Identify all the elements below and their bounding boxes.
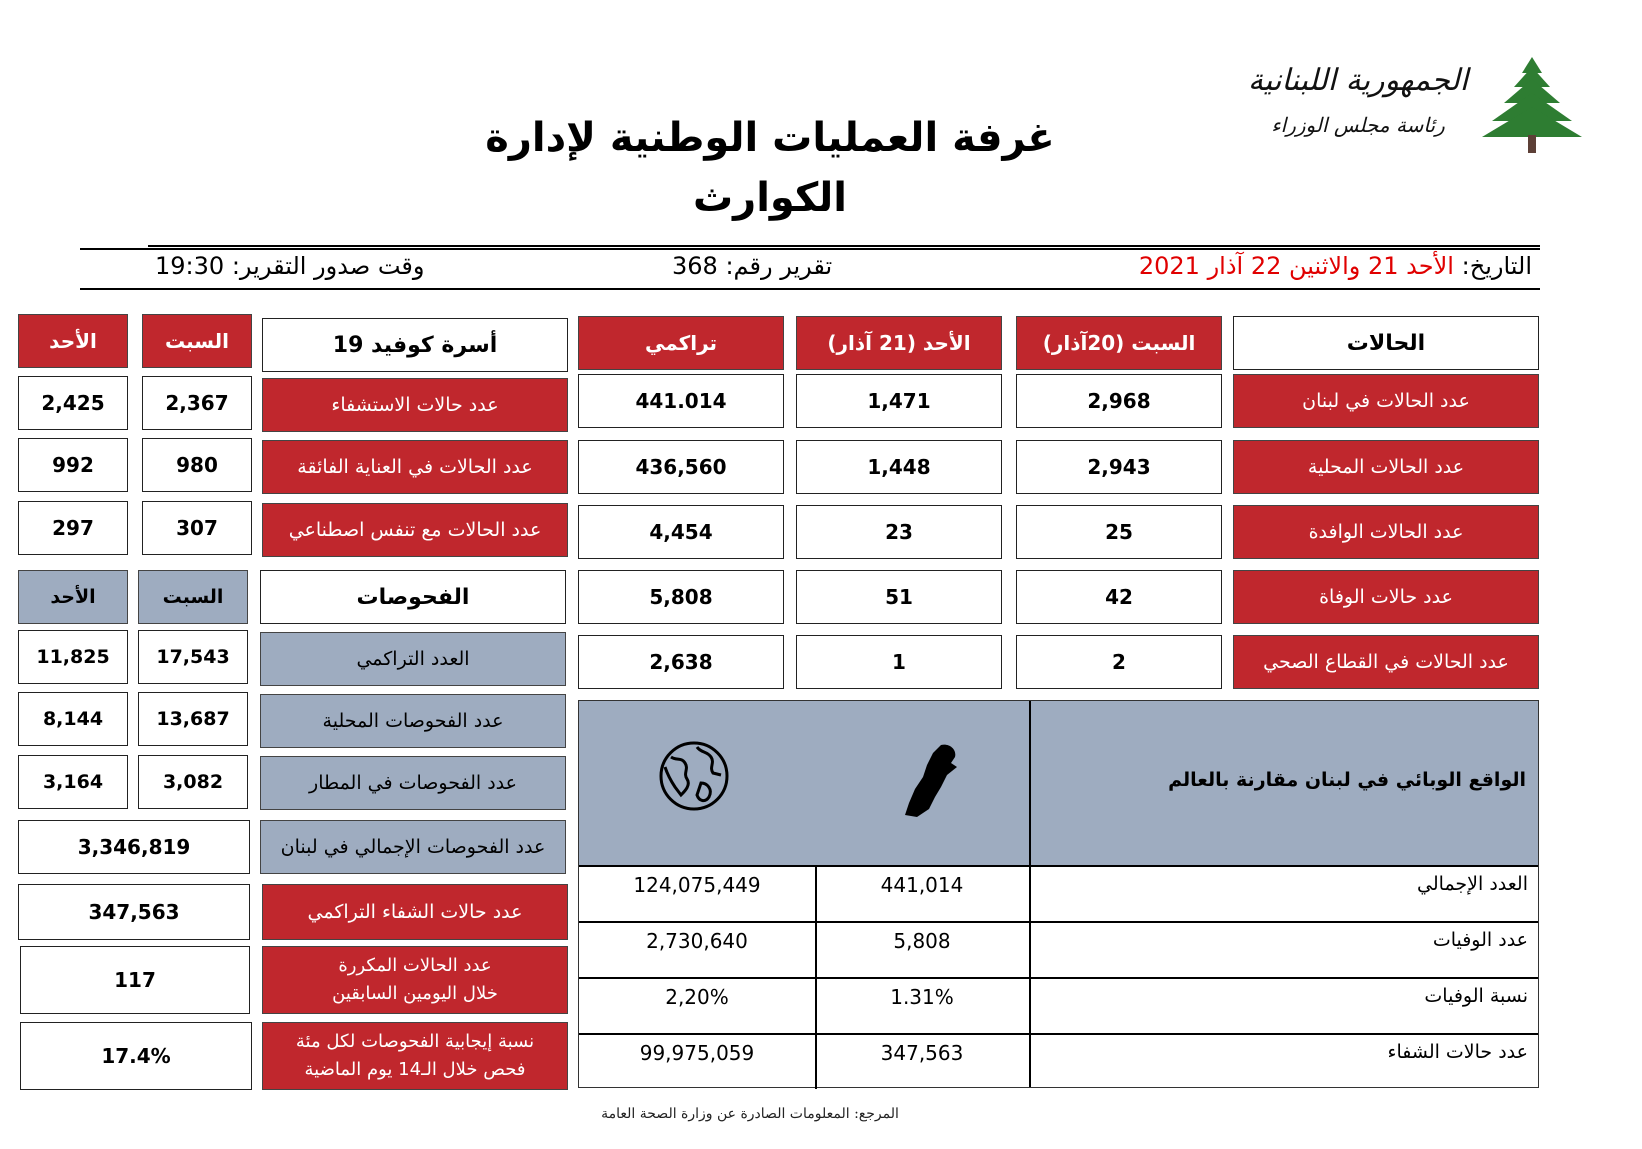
comparison-row-lebanon: 441,014 [880, 873, 964, 897]
comparison-hline [579, 865, 1538, 867]
footer-source: المرجع: المعلومات الصادرة عن وزارة الصحة العامة [601, 1106, 899, 1122]
cases-row-sun: 23 [796, 505, 1002, 559]
page-title-line-2: الكوارث [692, 175, 847, 221]
covid-col-sun: الأحد [18, 314, 128, 368]
covid-row-label: عدد الحالات في العناية الفائقة [262, 440, 568, 494]
cases-row-label: عدد الحالات المحلية [1233, 440, 1539, 494]
tests-row-sat: 17,543 [138, 630, 248, 684]
tests-row-sun: 3,164 [18, 755, 128, 809]
comparison-row-world: 2,20% [665, 985, 729, 1009]
report-time [155, 252, 424, 280]
cedar-tree-icon [1480, 55, 1585, 155]
cases-row-label: عدد الحالات الوافدة [1233, 505, 1539, 559]
cases-row-cum: 4,454 [578, 505, 784, 559]
comparison-row-label: العدد الإجمالي [1417, 873, 1528, 895]
report-time-value: 19:30 [155, 252, 225, 280]
comparison-row-label: عدد حالات الشفاء [1387, 1041, 1528, 1063]
tests-col-sun: الأحد [18, 570, 128, 624]
tests-total-label: عدد الفحوصات الإجمالي في لبنان [260, 820, 566, 874]
comparison-row-world: 2,730,640 [646, 929, 748, 953]
logo [1245, 55, 1585, 155]
cases-row-sun: 1,448 [796, 440, 1002, 494]
cases-row-sun: 1 [796, 635, 1002, 689]
tests-col-sat: السبت [138, 570, 248, 624]
date-label: التاريخ: [1461, 252, 1532, 280]
comparison-row-lebanon: 1.31% [890, 985, 954, 1009]
covid-row-sun: 2,425 [18, 376, 128, 430]
divider-top [80, 248, 1540, 250]
logo-line-1: الجمهورية اللبنانية [1247, 63, 1469, 98]
tests-row-label: عدد الفحوصات المحلية [260, 694, 566, 748]
comparison-row-lebanon: 347,563 [880, 1041, 964, 1065]
logo-line-2: رئاسة مجلس الوزراء [1271, 113, 1445, 137]
cases-row-cum: 2,638 [578, 635, 784, 689]
tests-total-value: 3,346,819 [18, 820, 250, 874]
cases-row-label: عدد الحالات في لبنان [1233, 374, 1539, 428]
cases-col-sat: السبت (20آذار) [1016, 316, 1222, 370]
lebanon-map-icon [901, 741, 965, 821]
report-number-value: 368 [672, 252, 718, 280]
page-title [420, 108, 1120, 228]
covid-row-sat: 2,367 [142, 376, 252, 430]
positivity-label [262, 1022, 568, 1090]
report-number [672, 252, 832, 280]
tests-row-label: عدد الفحوصات في المطار [260, 756, 566, 810]
cases-header: الحالات [1233, 316, 1539, 370]
positivity-label-line-2: فحص خلال الـ14 يوم الماضية [304, 1059, 526, 1080]
cases-row-sat: 2 [1016, 635, 1222, 689]
comparison-hline [579, 1033, 1538, 1035]
comparison-row-world: 124,075,449 [633, 873, 761, 897]
report-number-label: تقرير رقم: [725, 252, 833, 280]
repeated-cases-label-line-1: عدد الحالات المكررة [338, 955, 492, 977]
covid-header: أسرة كوفيد 19 [262, 318, 568, 372]
date-value: الأحد 21 والاثنين 22 آذار 2021 [1138, 252, 1454, 280]
covid-row-label: عدد الحالات مع تنفس اصطناعي [262, 503, 568, 557]
repeated-cases-label-line-2: خلال اليومين السابقين [332, 983, 498, 1004]
report-time-label: وقت صدور التقرير: [231, 252, 425, 280]
covid-row-sun: 992 [18, 438, 128, 492]
tests-row-sat: 3,082 [138, 755, 248, 809]
repeated-cases-label [262, 946, 568, 1014]
comparison-row-world: 99,975,059 [639, 1041, 755, 1065]
covid-row-sat: 307 [142, 501, 252, 555]
comparison-table [578, 700, 1539, 1088]
cases-row-sat: 2,943 [1016, 440, 1222, 494]
cases-row-sat: 42 [1016, 570, 1222, 624]
covid-row-label: عدد حالات الاستشفاء [262, 378, 568, 432]
cases-col-cum: تراكمي [578, 316, 784, 370]
recovered-value: 347,563 [18, 884, 250, 940]
recovered-label: عدد حالات الشفاء التراكمي [262, 884, 568, 940]
covid-col-sat: السبت [142, 314, 252, 368]
tests-row-label: العدد التراكمي [260, 632, 566, 686]
globe-icon [657, 739, 731, 813]
comparison-hline [579, 977, 1538, 979]
positivity-label-line-1: نسبة إيجابية الفحوصات لكل مئة [295, 1031, 535, 1053]
cases-row-label: عدد الحالات في القطاع الصحي [1233, 635, 1539, 689]
comparison-hline [579, 921, 1538, 923]
comparison-row-label: نسبة الوفيات [1424, 985, 1528, 1007]
cases-row-label: عدد حالات الوفاة [1233, 570, 1539, 624]
cases-col-sun: الأحد (21 آذار) [796, 316, 1002, 370]
repeated-cases-value: 117 [20, 946, 250, 1014]
page-title-line-1: غرفة العمليات الوطنية لإدارة [485, 115, 1055, 161]
cases-row-sun: 51 [796, 570, 1002, 624]
cases-row-sat: 25 [1016, 505, 1222, 559]
covid-row-sun: 297 [18, 501, 128, 555]
cases-row-cum: 436,560 [578, 440, 784, 494]
tests-row-sun: 8,144 [18, 692, 128, 746]
report-date [1139, 252, 1532, 280]
comparison-header: الواقع الوبائي في لبنان مقارنة بالعالم [1168, 769, 1526, 791]
tests-header: الفحوصات [260, 570, 566, 624]
divider-bottom [80, 288, 1540, 290]
positivity-value: 17.4% [20, 1022, 252, 1090]
covid-row-sat: 980 [142, 438, 252, 492]
divider-top-short [148, 245, 1540, 247]
cases-row-cum: 441.014 [578, 374, 784, 428]
cases-row-sun: 1,471 [796, 374, 1002, 428]
comparison-row-lebanon: 5,808 [893, 929, 951, 953]
cases-row-sat: 2,968 [1016, 374, 1222, 428]
comparison-row-label: عدد الوفيات [1432, 929, 1528, 951]
tests-row-sat: 13,687 [138, 692, 248, 746]
tests-row-sun: 11,825 [18, 630, 128, 684]
cases-row-cum: 5,808 [578, 570, 784, 624]
comparison-vline-1 [1029, 701, 1031, 1087]
